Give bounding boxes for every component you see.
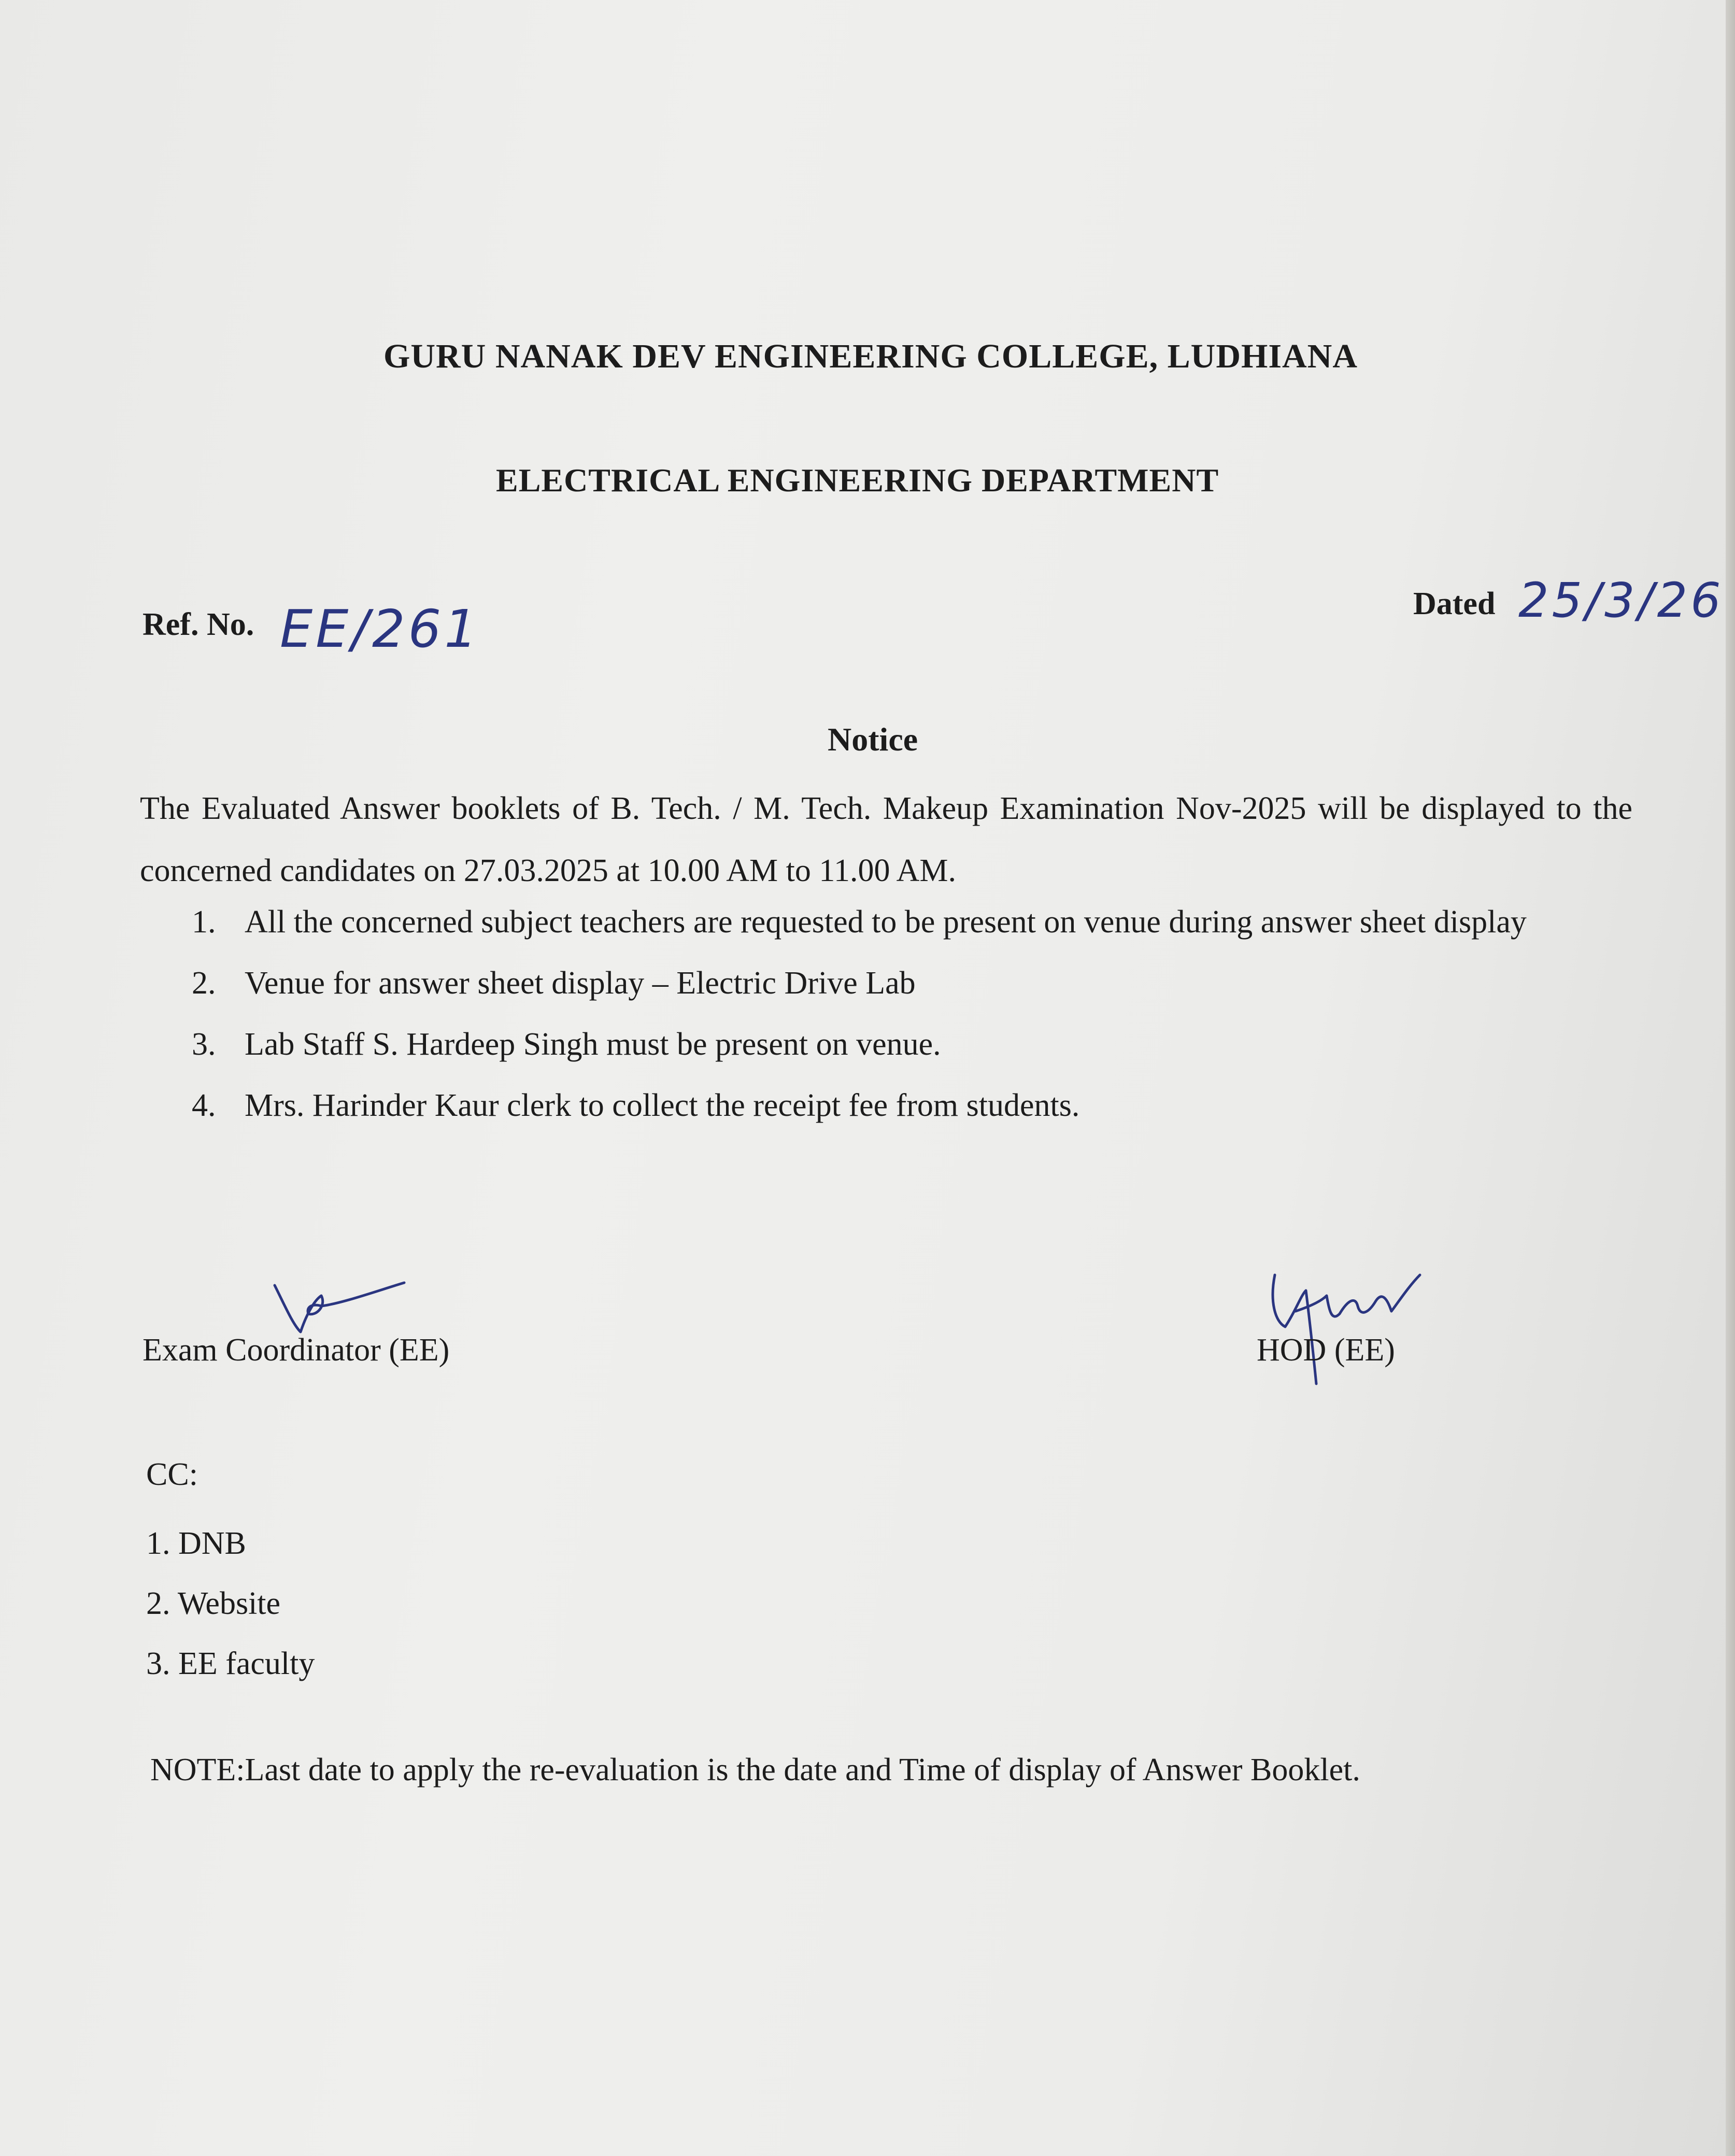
re-evaluation-note: NOTE:Last date to apply the re-evaluation is the date and Time of display of Answer Booklet.	[150, 1752, 1360, 1788]
notice-heading: Notice	[828, 721, 918, 758]
point-text: Lab Staff S. Hardeep Singh must be present on venue.	[245, 1027, 941, 1062]
cc-item: 3. EE faculty	[146, 1646, 315, 1681]
cc-item: 1. DNB	[146, 1526, 246, 1561]
dated-label: Dated	[1413, 586, 1496, 621]
point-text: Venue for answer sheet display – Electric Drive Lab	[245, 966, 916, 1001]
notice-point	[192, 1075, 1632, 1136]
notice-point	[192, 891, 1632, 953]
point-text: Mrs. Harinder Kaur clerk to collect the receipt fee from students.	[245, 1088, 1080, 1123]
dated-handwritten-value: 25/3/26	[1518, 573, 1724, 628]
point-number: 4.	[192, 1088, 216, 1123]
ref-no-label: Ref. No.	[143, 607, 254, 642]
ref-no-handwritten-value: EE/261	[280, 599, 480, 659]
paper-edge-shadow	[1726, 0, 1735, 2156]
notice-point	[192, 1014, 1632, 1075]
notice-point	[192, 953, 1632, 1014]
notice-points-list	[192, 891, 1632, 1136]
department-title: ELECTRICAL ENGINEERING DEPARTMENT	[496, 462, 1219, 499]
point-number: 2.	[192, 966, 216, 1001]
hod-label: HOD (EE)	[1257, 1332, 1395, 1368]
cc-label: CC:	[146, 1457, 198, 1492]
point-number: 1.	[192, 904, 216, 940]
notice-intro-paragraph: The Evaluated Answer booklets of B. Tech. / M. Tech. Makeup Examination Nov-2025 will be displayed to the concerned candidates on 27.03.2025 at 10.00 AM to 11.00 AM.	[140, 791, 1632, 888]
point-number: 3.	[192, 1027, 216, 1062]
cc-item: 2. Website	[146, 1586, 281, 1621]
point-text: All the concerned subject teachers are requested to be present on venue during answer sheet display	[245, 904, 1527, 940]
college-title: GURU NANAK DEV ENGINEERING COLLEGE, LUDHIANA	[383, 337, 1358, 375]
exam-coordinator-label: Exam Coordinator (EE)	[143, 1332, 450, 1368]
cc-list	[146, 1513, 315, 1694]
